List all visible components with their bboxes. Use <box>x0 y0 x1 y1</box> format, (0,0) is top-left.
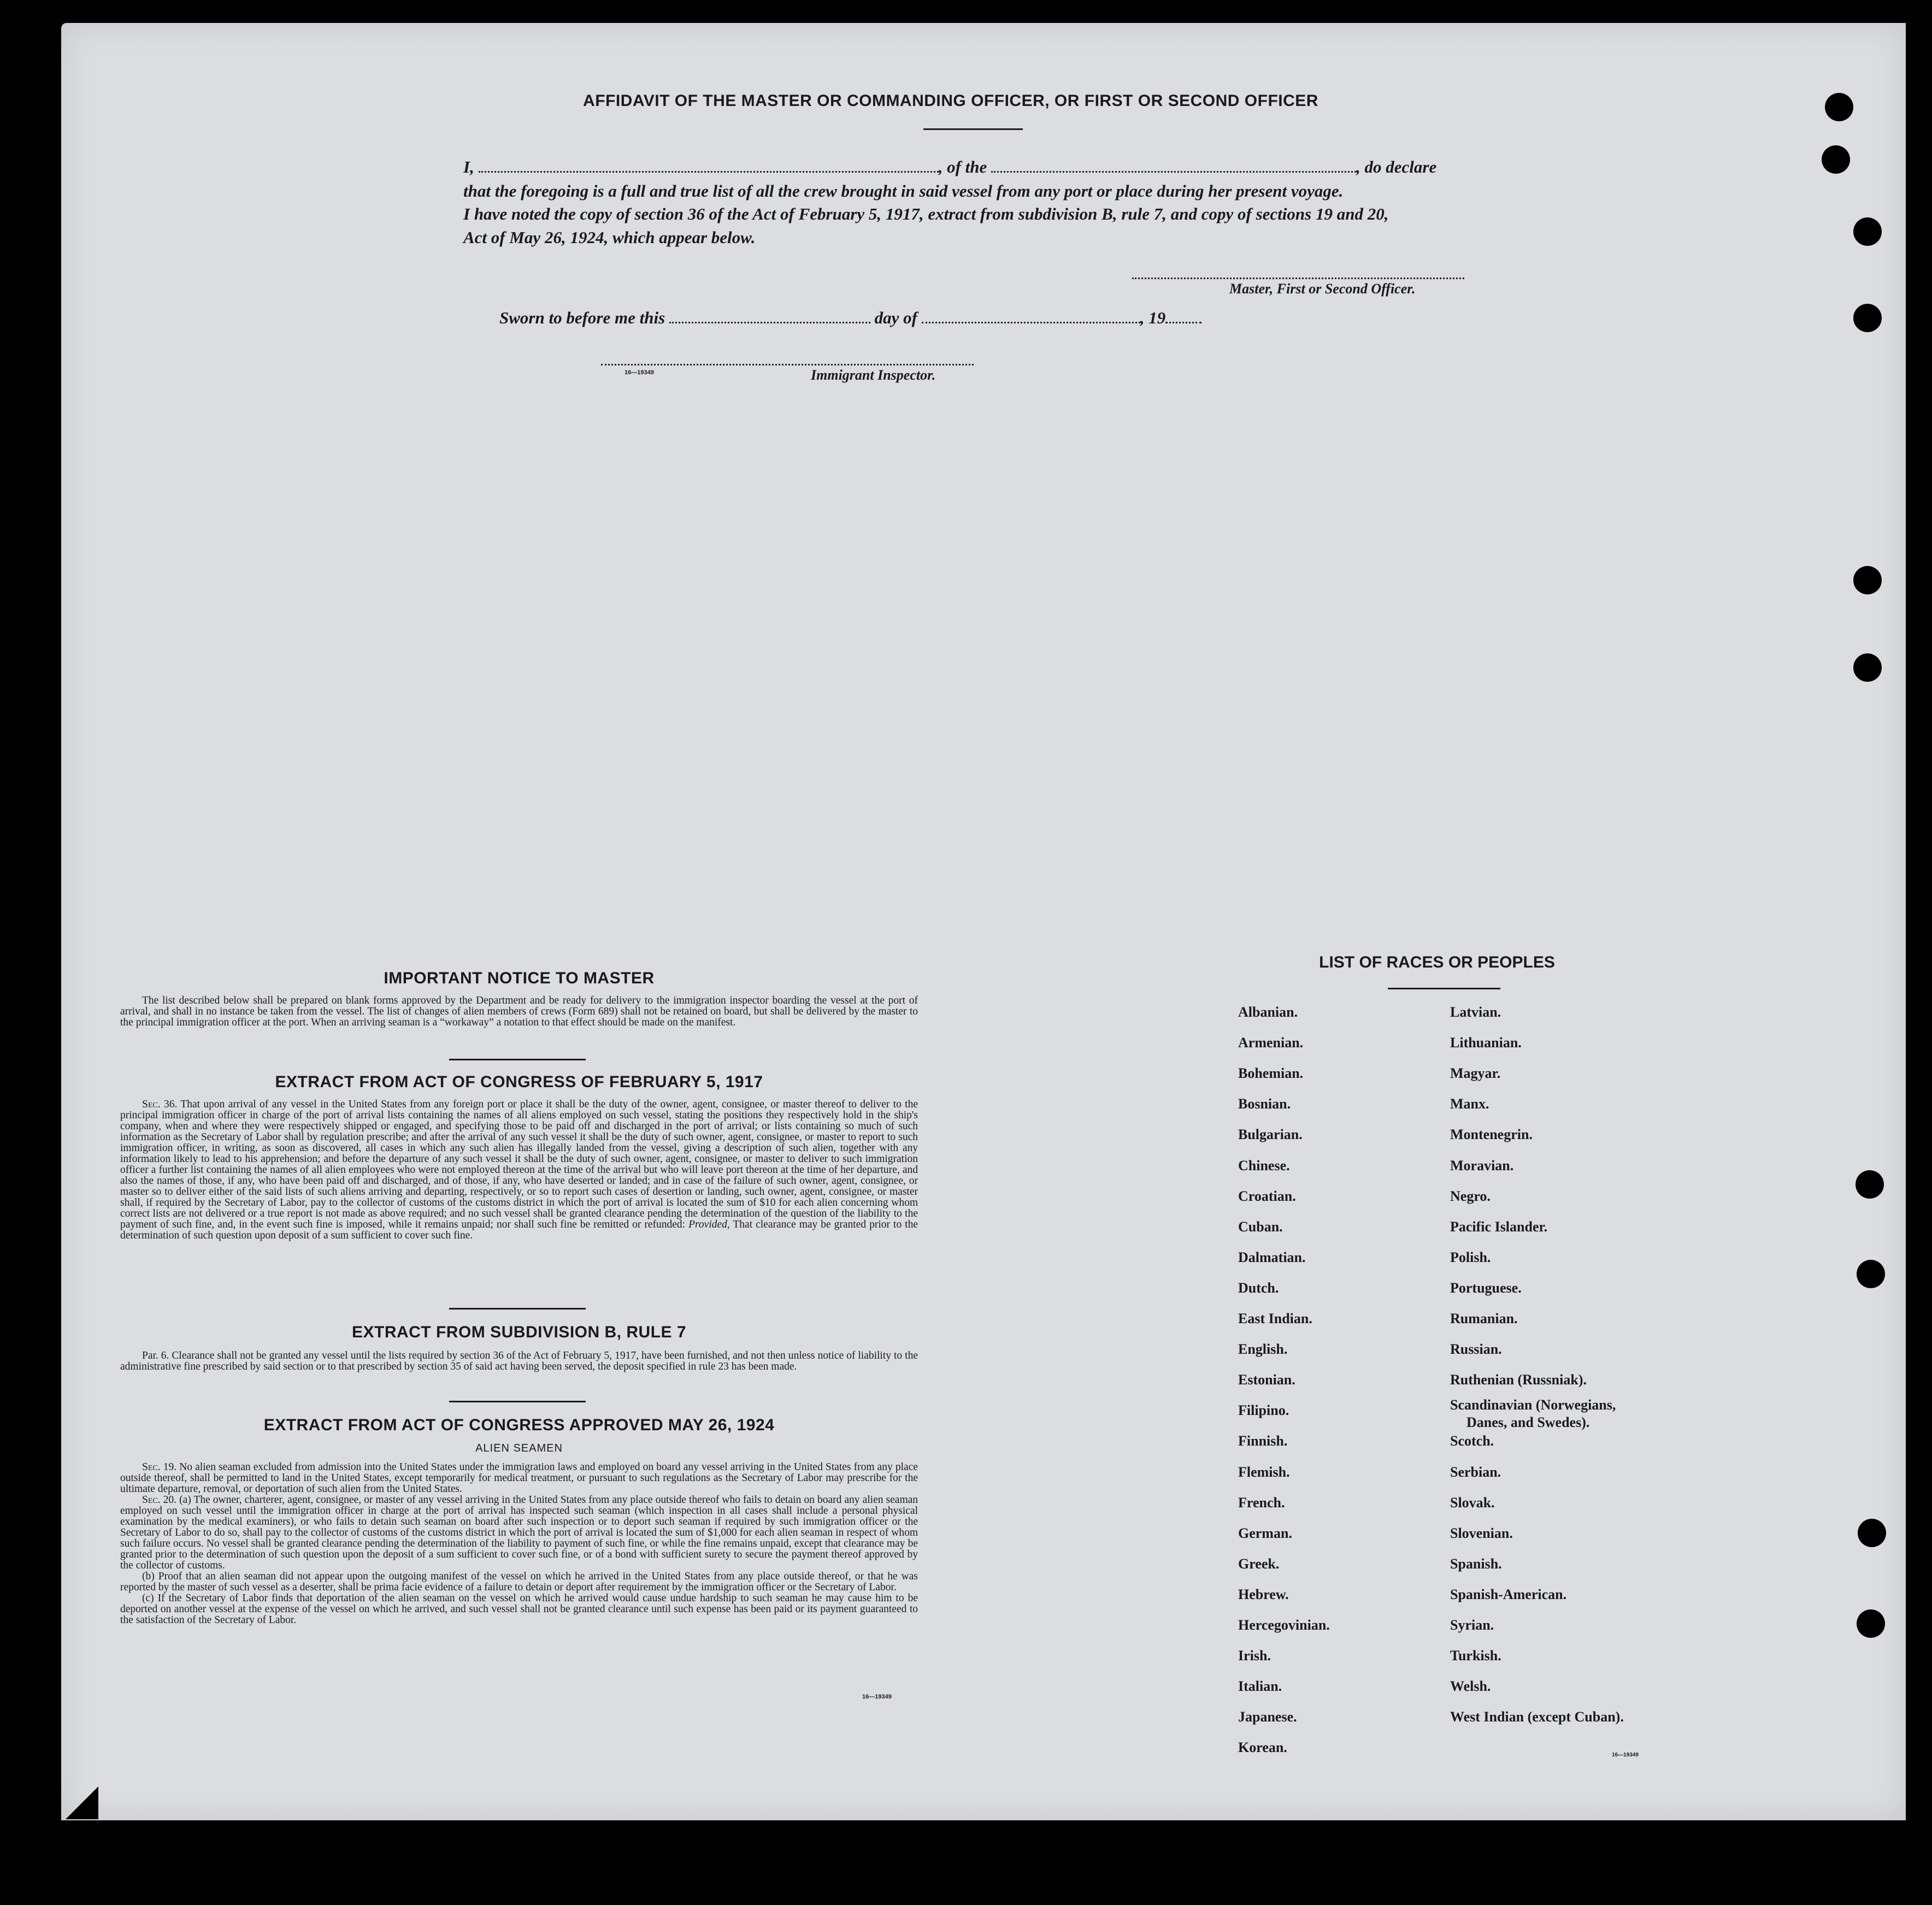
notice-paragraph: The list described below shall be prepared on blank forms approved by the Department and be ready for delivery to the immigration inspector boarding the vessel at the port of arrival, and shall in no instance be taken from the vessel. The list of changes of alien members of crews (Form 689) shall not be retained on board, but shall be delivered by the master to the principal immigration officer at the port. When an arriving seaman is a “workaway” a notation to that effect should be made on the manifest. <box>120 995 918 1028</box>
race-item: German. <box>1238 1525 1292 1541</box>
sec36-label: Sec. 36. <box>142 1099 178 1110</box>
race-item: Hebrew. <box>1238 1586 1289 1602</box>
extract-1917-text <box>120 1099 918 1241</box>
extract-1924-title: EXTRACT FROM ACT OF CONGRESS APPROVED MAY 26, 1924 <box>263 1416 775 1434</box>
sec19-label: Sec. 19. <box>142 1461 177 1473</box>
affidavit-line: that the foregoing is a full and true list of all the crew brought in said vessel from any port or place during her present voyage. <box>463 181 1344 200</box>
race-item: Turkish. <box>1450 1648 1501 1664</box>
affidavit-line: Act of May 26, 1924, which appear below. <box>463 228 756 247</box>
race-item: Rumanian. <box>1450 1311 1518 1326</box>
race-item: Armenian. <box>1238 1035 1304 1051</box>
race-item: French. <box>1238 1494 1285 1511</box>
race-item: Ruthenian (Russniak). <box>1450 1372 1587 1388</box>
alien-seamen-subtitle: ALIEN SEAMEN <box>475 1442 563 1454</box>
divider <box>449 1308 586 1310</box>
race-item: Estonian. <box>1238 1372 1295 1388</box>
affidavit-title: AFFIDAVIT OF THE MASTER OR COMMANDING OFFICER, OR FIRST OR SECOND OFFICER <box>583 92 1318 110</box>
divider <box>923 128 1023 130</box>
race-item: English. <box>1238 1341 1288 1358</box>
race-item: Korean. <box>1238 1739 1287 1756</box>
provided-text: Provided, <box>688 1219 730 1230</box>
divider <box>1388 988 1500 989</box>
race-item: Filipino. <box>1238 1402 1289 1419</box>
race-item: Irish. <box>1238 1648 1271 1664</box>
extract-1917-title: EXTRACT FROM ACT OF CONGRESS OF FEBRUARY 5, 1917 <box>275 1073 763 1091</box>
race-item: Spanish. <box>1450 1555 1502 1572</box>
race-item: Polish. <box>1450 1249 1491 1265</box>
divider <box>449 1059 586 1060</box>
race-item: Cuban. <box>1238 1218 1283 1235</box>
inspector-signature-label: Immigrant Inspector. <box>811 367 936 383</box>
sworn-day-field[interactable] <box>669 309 870 323</box>
divider <box>449 1401 586 1402</box>
race-item: Welsh. <box>1450 1678 1491 1695</box>
sec20b-paragraph: (b) Proof that an alien seaman did not appear upon the outgoing manifest of the vessel on which he arrived in the United States from any place outside thereof, or that he was reported by the master of such vessel as a deserter, shall be prima facie evidence of a failure to detain or deport after requirement by the immigration officer or the Secretary of Labor. <box>120 1571 918 1593</box>
master-signature-label: Master, First or Second Officer. <box>1229 281 1416 297</box>
sworn-text: Sworn to before me this <box>499 308 665 327</box>
form-number: 16—19349 <box>1612 1752 1639 1758</box>
race-item: Syrian. <box>1450 1617 1494 1633</box>
declarant-prefix: I, <box>463 157 474 176</box>
notice-text <box>120 995 918 1028</box>
vessel-name-field[interactable] <box>991 158 1356 173</box>
page-corner-fold <box>66 1786 98 1819</box>
race-item: Scotch. <box>1450 1433 1494 1449</box>
notice-title: IMPORTANT NOTICE TO MASTER <box>384 969 655 987</box>
declare-text: , do declare <box>1356 157 1437 176</box>
master-signature-line[interactable] <box>1132 278 1464 279</box>
race-item: Scandinavian (Norwegians, <box>1450 1397 1616 1413</box>
affidavit-declaration-line <box>463 155 1485 179</box>
rule7-paragraph: Par. 6. Clearance shall not be granted any vessel until the lists required by section 36 of the Act of February 5, 1917, have been furnished, and not then unless notice of liability to the administrative fine prescribed by said section or to that prescribed by section 35 of said act having been served, the deposit specified in rule 23 has been made. <box>120 1350 918 1372</box>
sec20a-paragraph <box>120 1495 918 1571</box>
inspector-signature-line[interactable] <box>601 364 974 365</box>
sec20c-paragraph: (c) If the Secretary of Labor finds that deportation of the alien seaman on the vessel on which he arrived would cause undue hardship to such seaman he may cause him to be deported on another vessel at the expense of the vessel on which he arrived, and such vessel shall not be granted clearance until such expense has been paid or its payment guaranteed to the satisfaction of the Secretary of Labor. <box>120 1593 918 1626</box>
punch-hole <box>1853 566 1882 594</box>
rule7-title: EXTRACT FROM SUBDIVISION B, RULE 7 <box>351 1323 687 1341</box>
sec19-text: No alien seaman excluded from admission into the United States under the immigration laws and employed on board any vessel arriving in the United States from any place outside thereof, shall be permitted to land in the United States, except temporarily for medical treatment, or pursuant to such regulations as the Secretary of Labor may prescribe for the ultimate departure, removal, or deportation of such alien from the United States. <box>120 1461 918 1495</box>
form-number: 16—19349 <box>625 369 654 376</box>
sworn-line <box>499 306 1264 330</box>
punch-hole <box>1853 653 1882 682</box>
sec20a-text: (a) The owner, charterer, agent, consignee, or master of any vessel arriving in the United States from any place outside thereof who fails to detain on board any alien seaman employed on such vessel until the immigration officer in charge at the port of arrival has inspected such seaman (which inspection in all cases shall include a personal physical examination by the medical examiners), or who fails to detain such seaman on board after such inspection or to deport such seaman if required by such immigration officer or the Secretary of Labor to do so, shall pay to the collector of customs of the customs district in which the port of arrival is located the sum of $1,000 for each alien seaman in respect of whom such failure occurs. No vessel shall be granted clearance pending the determination of the liability to payment of such fine, or while the fine remains unpaid, except that clearance may be granted prior to the determination of such question upon the deposit of a sum sufficient to cover such fine, or of a bond with sufficient surety to secure the payment thereof approved by the collector of customs. <box>120 1494 918 1571</box>
rule7-text <box>120 1350 918 1372</box>
race-item: Moravian. <box>1450 1157 1514 1173</box>
race-item: Flemish. <box>1238 1464 1290 1480</box>
sec36-text: That upon arrival of any vessel in the United States from any foreign port or place it shall be the duty of the owner, agent, consignee, or master thereof to deliver to the principal immigration officer in charge of the port of arrival lists containing the names of all aliens employed on such vessel, stating the positions they respectively hold in the ship's company, when and where they were respectively shipped or engaged, and specifying those to be paid off and discharged in the port of arrival; or lists containing so much of such information as the Secretary of Labor shall by regulation prescribe; and after the arrival of any such vessel it shall be the duty of such owner, agent, consignee, or master to report to such immigration officer, in writing, as soon as discovered, all cases in which any such alien has illegally landed from the vessel, giving a description of such alien, together with any information likely to lead to his apprehension; and before the departure of any such vessel it shall be the duty of such owner, agent, consignee, or master to deliver to such immigration officer a further list containing the names of all alien employees who were not employed thereon at the time of the arrival but who will leave port thereon at the time of her departure, and also the names of those, if any, who have been paid off and discharged, and of those, if any, who have deserted or landed; and in case of the failure of such owner, agent, consignee, or master so to deliver either of the said lists of such aliens arriving and departing, respectively, or so to report such cases of desertion or landing, such owner, agent, consignee, or master shall, if required by the Secretary of Labor, pay to the collector of customs of the customs district in which the port of arrival is located the sum of $10 for each alien concerning whom correct lists are not delivered or a true report is not made as above required; and no such vessel shall be granted clearance pending the determination of the question of the liability to the payment of such fine, and, in the event such fine is imposed, while it remains unpaid; nor shall such fine be remitted or refunded: <box>120 1099 918 1230</box>
sec36-text-end: That clearance may be granted prior to the determination of such question upon deposit of a sum sufficient to cover such fine. <box>120 1219 918 1241</box>
race-item: Portuguese. <box>1450 1279 1522 1296</box>
race-item: East Indian. <box>1238 1311 1312 1326</box>
of-the-text: , of the <box>938 157 987 176</box>
declarant-name-field[interactable] <box>479 158 939 173</box>
race-item: Bulgarian. <box>1238 1127 1303 1143</box>
sworn-year-field[interactable] <box>1165 309 1201 323</box>
punch-hole <box>1825 93 1853 121</box>
year-prefix: , 19 <box>1140 308 1166 327</box>
affidavit-line: I have noted the copy of section 36 of the Act of February 5, 1917, extract from subdivision B, rule 7, and copy of sections 19 and 20, <box>463 204 1389 223</box>
race-item: Pacific Islander. <box>1450 1218 1548 1235</box>
extract-1924-text <box>120 1462 918 1626</box>
race-item: Russian. <box>1450 1341 1502 1358</box>
race-item: West Indian (except Cuban). <box>1450 1709 1624 1725</box>
race-item: Japanese. <box>1238 1709 1297 1725</box>
race-item: Bohemian. <box>1238 1065 1304 1082</box>
race-item: Manx. <box>1450 1096 1489 1112</box>
punch-hole <box>1857 1609 1885 1638</box>
race-item: Serbian. <box>1450 1464 1501 1480</box>
race-item: Albanian. <box>1238 1004 1298 1020</box>
race-item: Dalmatian. <box>1238 1249 1306 1265</box>
race-item: Croatian. <box>1238 1188 1296 1204</box>
race-item: Magyar. <box>1450 1065 1501 1082</box>
punch-hole <box>1822 145 1850 174</box>
race-item: Greek. <box>1238 1555 1280 1572</box>
race-item: Slovak. <box>1450 1494 1495 1511</box>
races-title: LIST OF RACES OR PEOPLES <box>1319 953 1555 971</box>
sec36-paragraph <box>120 1099 918 1241</box>
sec20-label: Sec. 20. <box>142 1494 177 1506</box>
race-item: Lithuanian. <box>1450 1035 1522 1051</box>
form-number: 16—19349 <box>862 1694 892 1700</box>
race-item: Finnish. <box>1238 1433 1288 1449</box>
punch-hole <box>1856 1170 1884 1199</box>
race-item: Latvian. <box>1450 1004 1501 1020</box>
punch-hole <box>1853 304 1882 332</box>
race-item: Chinese. <box>1238 1157 1290 1173</box>
race-item: Slovenian. <box>1450 1525 1513 1541</box>
sworn-month-field[interactable] <box>922 309 1140 323</box>
day-of-text: day of <box>874 308 917 327</box>
sec19-paragraph <box>120 1462 918 1495</box>
race-item: Dutch. <box>1238 1279 1279 1296</box>
punch-hole <box>1857 1260 1885 1288</box>
punch-hole <box>1853 217 1882 246</box>
race-item: Bosnian. <box>1238 1096 1291 1112</box>
race-item: Negro. <box>1450 1188 1491 1204</box>
race-item: Italian. <box>1238 1678 1282 1695</box>
punch-hole <box>1858 1519 1886 1547</box>
race-item: Spanish-American. <box>1450 1586 1567 1602</box>
race-item: Hercegovinian. <box>1238 1617 1330 1633</box>
race-item: Danes, and Swedes). <box>1466 1414 1590 1431</box>
race-item: Montenegrin. <box>1450 1127 1533 1143</box>
